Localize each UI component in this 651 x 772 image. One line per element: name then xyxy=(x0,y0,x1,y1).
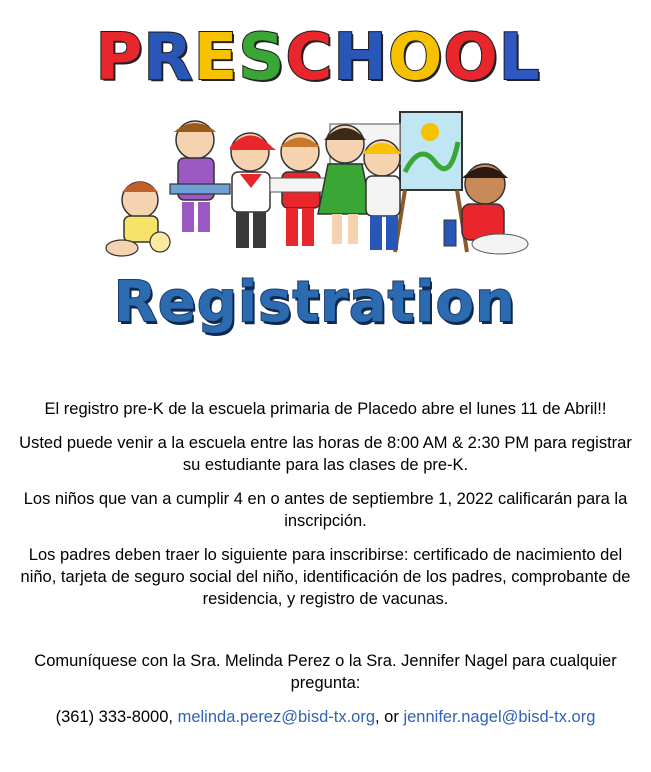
email-link-melinda[interactable]: melinda.perez@bisd-tx.org xyxy=(177,708,376,726)
title-letter: L xyxy=(498,21,541,95)
title-letter: P xyxy=(95,21,144,95)
title-letter: H xyxy=(333,21,388,95)
announcement-documents: Los padres deben traer lo siguiente para inscribirse: certificado de nacimiento del niño, tarjeta de seguro social del niño, identificación de los padres, comprobante de residencia, y registro de vacunas. xyxy=(20,546,631,608)
contact-line xyxy=(0,706,651,728)
child-figure xyxy=(362,140,402,250)
preschool-title xyxy=(95,8,541,95)
title-letter: R xyxy=(143,21,194,95)
child-figure xyxy=(318,125,372,244)
title-letter: E xyxy=(193,21,239,95)
registration-subtitle: Registration xyxy=(113,270,517,335)
child-figure xyxy=(106,182,170,256)
title-letter: S xyxy=(238,21,286,95)
child-figure xyxy=(170,121,230,232)
announcement-eligibility: Los niños que van a cumplir 4 en o antes de septiembre 1, 2022 calificarán para la inscripción. xyxy=(23,490,628,530)
children-clipart xyxy=(100,102,530,262)
announcement-body xyxy=(0,398,651,740)
announcement-hours: Usted puede venir a la escuela entre las horas de 8:00 AM & 2:30 PM para registrar su estudiante para las clases de pre-K. xyxy=(19,434,632,474)
email-link-jennifer[interactable]: jennifer.nagel@bisd-tx.org xyxy=(403,708,596,726)
title-letter: O xyxy=(387,21,444,95)
title-letter: O xyxy=(443,21,499,95)
title-letter: C xyxy=(285,21,334,95)
child-figure xyxy=(270,133,328,246)
announcement-opening: El registro pre-K de la escuela primaria de Placedo abre el lunes 11 de Abril!! xyxy=(44,400,607,418)
contact-separator: , or xyxy=(375,708,399,726)
phone-number: (361) 333-8000, xyxy=(55,708,173,726)
announcement-contact: Comuníquese con la Sra. Melinda Perez o la Sra. Jennifer Nagel para cualquier pregunta: xyxy=(34,652,617,692)
child-figure xyxy=(230,133,276,248)
